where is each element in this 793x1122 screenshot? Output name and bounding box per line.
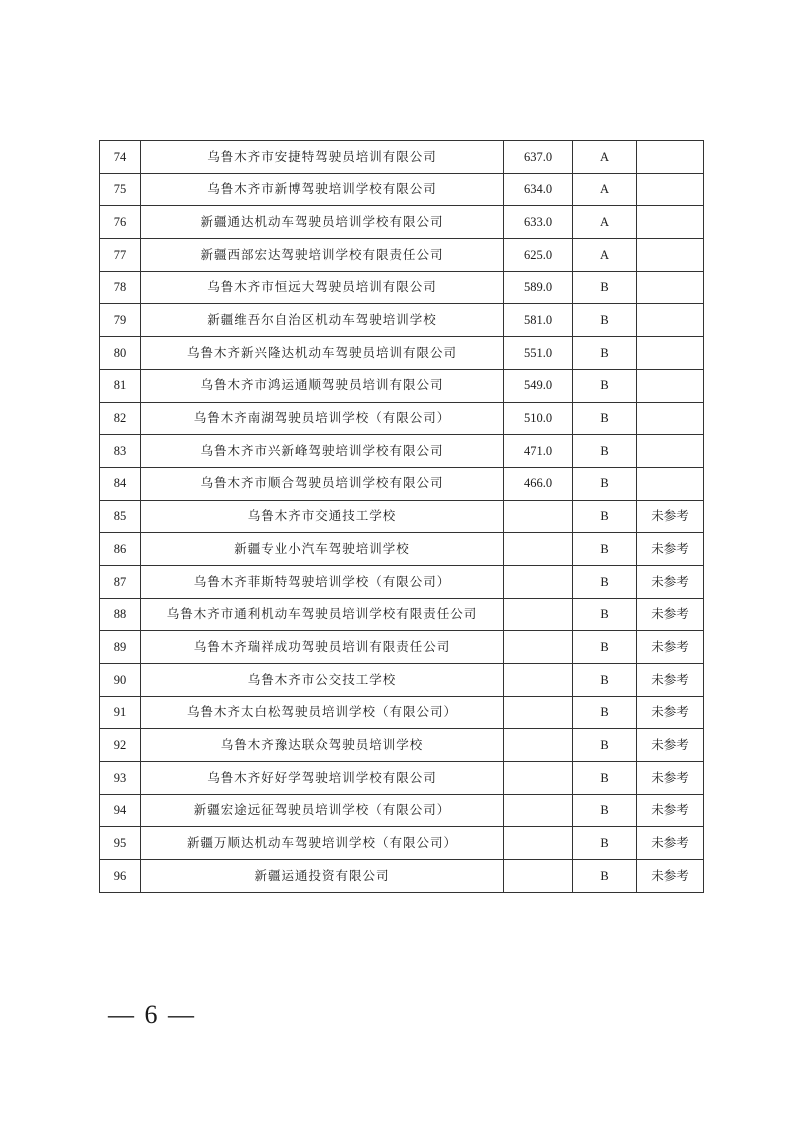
table-body (100, 141, 704, 893)
table-row (100, 533, 704, 566)
table-row (100, 631, 704, 664)
grade-cell: B (573, 271, 637, 304)
note-cell: 未参考 (637, 729, 704, 762)
row-number-cell: 91 (100, 696, 141, 729)
grade-cell: B (573, 467, 637, 500)
grade-cell: A (573, 173, 637, 206)
table-row (100, 762, 704, 795)
grade-cell: B (573, 337, 637, 370)
note-cell: 未参考 (637, 598, 704, 631)
table-row (100, 435, 704, 468)
grade-cell: B (573, 860, 637, 893)
grade-cell: B (573, 565, 637, 598)
grade-cell: B (573, 827, 637, 860)
table-row (100, 696, 704, 729)
company-name-cell: 乌鲁木齐市顺合驾驶员培训学校有限公司 (141, 467, 504, 500)
table-row (100, 141, 704, 174)
table-row (100, 565, 704, 598)
note-cell: 未参考 (637, 500, 704, 533)
note-cell (637, 467, 704, 500)
company-name-cell: 乌鲁木齐市兴新峰驾驶培训学校有限公司 (141, 435, 504, 468)
table-row (100, 827, 704, 860)
company-name-cell: 乌鲁木齐市通利机动车驾驶员培训学校有限责任公司 (141, 598, 504, 631)
company-name-cell: 乌鲁木齐太白松驾驶员培训学校（有限公司） (141, 696, 504, 729)
score-cell: 581.0 (504, 304, 573, 337)
note-cell (637, 173, 704, 206)
row-number-cell: 96 (100, 860, 141, 893)
score-cell: 625.0 (504, 239, 573, 272)
table-row (100, 337, 704, 370)
company-name-cell: 乌鲁木齐市新博驾驶培训学校有限公司 (141, 173, 504, 206)
score-cell: 466.0 (504, 467, 573, 500)
note-cell (637, 206, 704, 239)
note-cell: 未参考 (637, 533, 704, 566)
score-cell: 633.0 (504, 206, 573, 239)
score-cell: 634.0 (504, 173, 573, 206)
grade-cell: B (573, 500, 637, 533)
row-number-cell: 94 (100, 794, 141, 827)
table-row (100, 467, 704, 500)
company-name-cell: 新疆宏途远征驾驶员培训学校（有限公司） (141, 794, 504, 827)
score-cell (504, 827, 573, 860)
table-row (100, 173, 704, 206)
note-cell: 未参考 (637, 664, 704, 697)
grade-cell: B (573, 598, 637, 631)
row-number-cell: 78 (100, 271, 141, 304)
score-cell (504, 696, 573, 729)
row-number-cell: 74 (100, 141, 141, 174)
table-row (100, 271, 704, 304)
company-name-cell: 新疆万顺达机动车驾驶培训学校（有限公司） (141, 827, 504, 860)
grade-cell: B (573, 729, 637, 762)
note-cell (637, 304, 704, 337)
row-number-cell: 79 (100, 304, 141, 337)
company-name-cell: 新疆运通投资有限公司 (141, 860, 504, 893)
score-cell (504, 533, 573, 566)
score-cell (504, 794, 573, 827)
row-number-cell: 80 (100, 337, 141, 370)
grade-cell: B (573, 762, 637, 795)
score-cell: 589.0 (504, 271, 573, 304)
note-cell (637, 402, 704, 435)
score-cell (504, 664, 573, 697)
grade-cell: B (573, 794, 637, 827)
note-cell (637, 435, 704, 468)
company-name-cell: 乌鲁木齐市公交技工学校 (141, 664, 504, 697)
grade-cell: B (573, 696, 637, 729)
note-cell (637, 141, 704, 174)
company-name-cell: 乌鲁木齐市交通技工学校 (141, 500, 504, 533)
company-name-cell: 新疆维吾尔自治区机动车驾驶培训学校 (141, 304, 504, 337)
table-row (100, 239, 704, 272)
grade-cell: B (573, 435, 637, 468)
company-name-cell: 乌鲁木齐市恒远大驾驶员培训有限公司 (141, 271, 504, 304)
table-row (100, 860, 704, 893)
note-cell (637, 239, 704, 272)
note-cell: 未参考 (637, 696, 704, 729)
row-number-cell: 77 (100, 239, 141, 272)
row-number-cell: 88 (100, 598, 141, 631)
row-number-cell: 81 (100, 369, 141, 402)
score-cell (504, 860, 573, 893)
row-number-cell: 85 (100, 500, 141, 533)
note-cell (637, 271, 704, 304)
score-cell: 471.0 (504, 435, 573, 468)
grade-cell: B (573, 402, 637, 435)
company-name-cell: 乌鲁木齐豫达联众驾驶员培训学校 (141, 729, 504, 762)
table-row (100, 664, 704, 697)
score-cell (504, 729, 573, 762)
company-name-cell: 乌鲁木齐南湖驾驶员培训学校（有限公司） (141, 402, 504, 435)
company-name-cell: 乌鲁木齐好好学驾驶培训学校有限公司 (141, 762, 504, 795)
note-cell: 未参考 (637, 794, 704, 827)
grade-cell: B (573, 664, 637, 697)
grade-cell: B (573, 631, 637, 664)
company-name-cell: 乌鲁木齐新兴隆达机动车驾驶员培训有限公司 (141, 337, 504, 370)
note-cell: 未参考 (637, 565, 704, 598)
row-number-cell: 76 (100, 206, 141, 239)
company-name-cell: 乌鲁木齐瑞祥成功驾驶员培训有限责任公司 (141, 631, 504, 664)
grade-cell: A (573, 239, 637, 272)
company-name-cell: 乌鲁木齐市安捷特驾驶员培训有限公司 (141, 141, 504, 174)
row-number-cell: 95 (100, 827, 141, 860)
page-number: — 6 — (108, 1000, 196, 1029)
note-cell (637, 369, 704, 402)
note-cell: 未参考 (637, 631, 704, 664)
score-cell (504, 500, 573, 533)
note-cell: 未参考 (637, 860, 704, 893)
score-cell: 510.0 (504, 402, 573, 435)
table-row (100, 304, 704, 337)
note-cell (637, 337, 704, 370)
score-cell (504, 762, 573, 795)
table-row (100, 369, 704, 402)
score-cell (504, 598, 573, 631)
row-number-cell: 93 (100, 762, 141, 795)
row-number-cell: 75 (100, 173, 141, 206)
table-row (100, 402, 704, 435)
score-cell: 549.0 (504, 369, 573, 402)
table-row (100, 729, 704, 762)
row-number-cell: 90 (100, 664, 141, 697)
ranking-table (99, 140, 704, 893)
grade-cell: B (573, 369, 637, 402)
grade-cell: A (573, 206, 637, 239)
row-number-cell: 89 (100, 631, 141, 664)
table-row (100, 794, 704, 827)
company-name-cell: 乌鲁木齐市鸿运通顺驾驶员培训有限公司 (141, 369, 504, 402)
grade-cell: B (573, 533, 637, 566)
row-number-cell: 87 (100, 565, 141, 598)
table-row (100, 598, 704, 631)
table-row (100, 500, 704, 533)
row-number-cell: 84 (100, 467, 141, 500)
row-number-cell: 82 (100, 402, 141, 435)
company-name-cell: 新疆通达机动车驾驶员培训学校有限公司 (141, 206, 504, 239)
score-cell (504, 631, 573, 664)
table-row (100, 206, 704, 239)
row-number-cell: 86 (100, 533, 141, 566)
row-number-cell: 83 (100, 435, 141, 468)
score-cell: 551.0 (504, 337, 573, 370)
score-cell: 637.0 (504, 141, 573, 174)
grade-cell: B (573, 304, 637, 337)
company-name-cell: 新疆西部宏达驾驶培训学校有限责任公司 (141, 239, 504, 272)
company-name-cell: 新疆专业小汽车驾驶培训学校 (141, 533, 504, 566)
score-cell (504, 565, 573, 598)
company-name-cell: 乌鲁木齐菲斯特驾驶培训学校（有限公司） (141, 565, 504, 598)
grade-cell: A (573, 141, 637, 174)
row-number-cell: 92 (100, 729, 141, 762)
note-cell: 未参考 (637, 762, 704, 795)
note-cell: 未参考 (637, 827, 704, 860)
